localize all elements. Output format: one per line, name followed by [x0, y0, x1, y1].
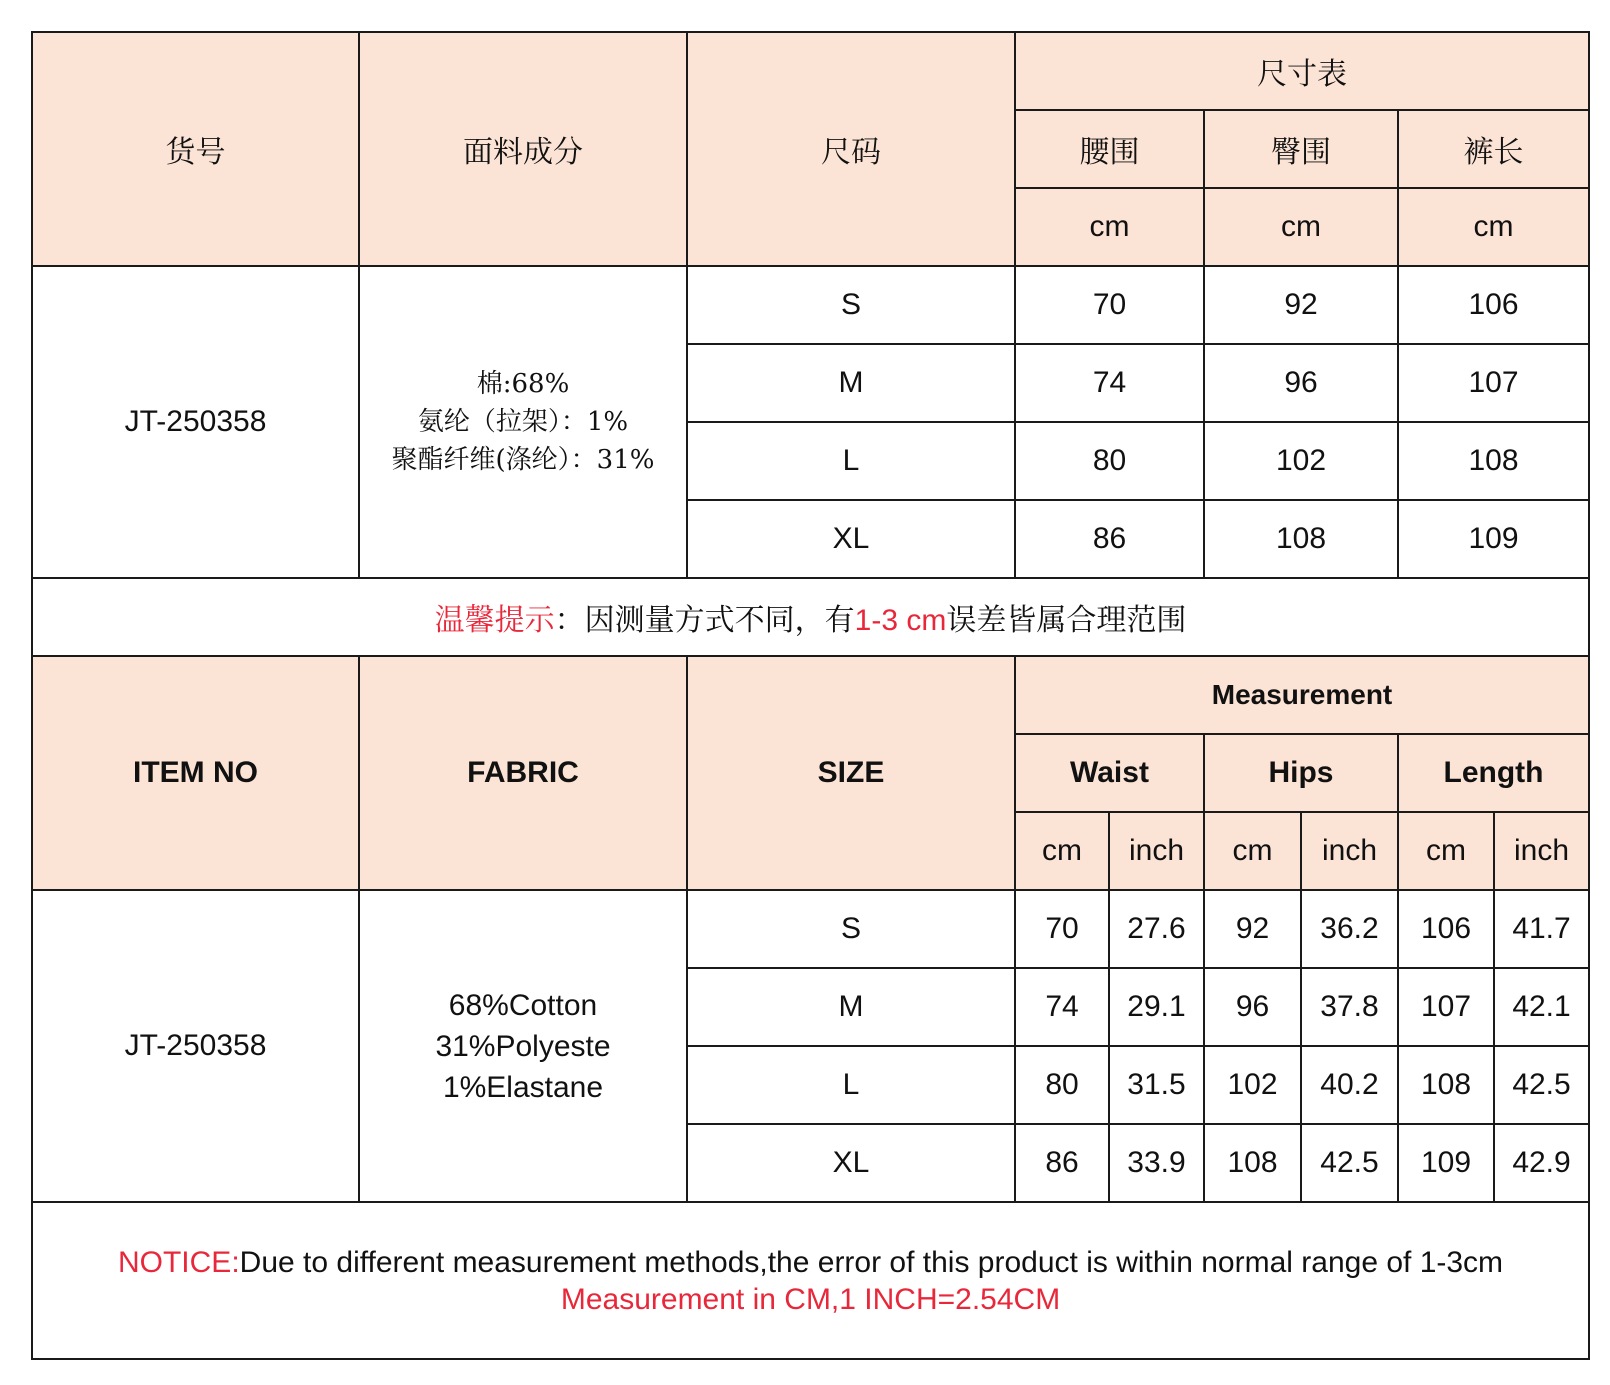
cn-waist-cell: 86 — [1015, 500, 1204, 578]
en-row-s — [32, 890, 1589, 968]
en-waist-inch-cell: 33.9 — [1109, 1124, 1204, 1202]
en-length-cm-cell: 109 — [1398, 1124, 1494, 1202]
en-unit-cm: cm — [1204, 812, 1301, 890]
cn-row-s — [32, 266, 1589, 344]
cn-header-hips: 臀围 — [1204, 110, 1398, 188]
en-hips-cm-cell: 92 — [1204, 890, 1301, 968]
en-size-cell: M — [687, 968, 1015, 1046]
en-hips-cm-cell: 102 — [1204, 1046, 1301, 1124]
notice-line — [33, 1244, 1588, 1281]
en-unit-cm: cm — [1398, 812, 1494, 890]
en-unit-inch: inch — [1494, 812, 1589, 890]
en-length-inch-cell: 42.5 — [1494, 1046, 1589, 1124]
cn-tip — [32, 578, 1589, 656]
en-waist-cm-cell: 80 — [1015, 1046, 1109, 1124]
en-hips-inch-cell: 37.8 — [1301, 968, 1398, 1046]
cn-waist-cell: 80 — [1015, 422, 1204, 500]
en-fabric-line: 68%Cotton — [448, 988, 598, 1022]
cn-item-no: JT-250358 — [32, 266, 359, 578]
cn-header-size: 尺码 — [687, 32, 1015, 266]
en-waist-cm-cell: 86 — [1015, 1124, 1109, 1202]
cn-unit-waist: cm — [1015, 188, 1204, 266]
cn-fabric-line: 氨纶（拉架）：1% — [417, 407, 629, 437]
cn-waist-cell: 70 — [1015, 266, 1204, 344]
en-header-length: Length — [1398, 734, 1589, 812]
en-waist-cm-cell: 74 — [1015, 968, 1109, 1046]
en-fabric-line: 1%Elastane — [442, 1070, 604, 1104]
en-unit-inch: inch — [1301, 812, 1398, 890]
cn-unit-hips: cm — [1204, 188, 1398, 266]
en-size-cell: L — [687, 1046, 1015, 1124]
en-unit-inch: inch — [1109, 812, 1204, 890]
cn-fabric-line: 聚酯纤维(涤纶）：31% — [391, 445, 655, 475]
cn-hips-cell: 96 — [1204, 344, 1398, 422]
en-unit-cm: cm — [1015, 812, 1109, 890]
en-length-cm-cell: 107 — [1398, 968, 1494, 1046]
en-header-waist: Waist — [1015, 734, 1204, 812]
cn-header-item-no: 货号 — [32, 32, 359, 266]
cn-hips-cell: 92 — [1204, 266, 1398, 344]
cn-header-waist: 腰围 — [1015, 110, 1204, 188]
en-length-inch-cell: 42.9 — [1494, 1124, 1589, 1202]
notice-conversion: Measurement in CM,1 INCH=2.54CM — [560, 1282, 1061, 1316]
cn-fabric-cell — [359, 266, 687, 578]
en-header-hips: Hips — [1204, 734, 1398, 812]
en-hips-inch-cell: 36.2 — [1301, 890, 1398, 968]
cn-size-cell: XL — [687, 500, 1015, 578]
cn-header-length: 裤长 — [1398, 110, 1589, 188]
cn-header-fabric: 面料成分 — [359, 32, 687, 266]
notice-cell — [32, 1202, 1589, 1359]
en-length-inch-cell: 41.7 — [1494, 890, 1589, 968]
cn-tip-text: ：因测量方式不同，有 — [554, 603, 855, 638]
en-length-inch-cell: 42.1 — [1494, 968, 1589, 1046]
en-fabric-line: 31%Polyeste — [435, 1029, 611, 1063]
en-length-cm-cell: 106 — [1398, 890, 1494, 968]
en-waist-inch-cell: 27.6 — [1109, 890, 1204, 968]
en-waist-cm-cell: 70 — [1015, 890, 1109, 968]
cn-hips-cell: 108 — [1204, 500, 1398, 578]
cn-tip-text: 误差皆属合理范围 — [946, 603, 1187, 638]
en-waist-inch-cell: 31.5 — [1109, 1046, 1204, 1124]
cn-tip-label: 温馨提示 — [434, 603, 555, 638]
en-fabric-cell — [359, 890, 687, 1202]
cn-fabric-line: 棉:68% — [476, 369, 570, 399]
en-header-item-no: ITEM NO — [32, 656, 359, 890]
cn-length-cell: 106 — [1398, 266, 1589, 344]
notice-label: NOTICE: — [117, 1245, 240, 1279]
cn-size-cell: M — [687, 344, 1015, 422]
en-size-cell: S — [687, 890, 1015, 968]
en-hips-inch-cell: 42.5 — [1301, 1124, 1398, 1202]
en-waist-inch-cell: 29.1 — [1109, 968, 1204, 1046]
cn-length-cell: 107 — [1398, 344, 1589, 422]
cn-header-size-chart: 尺寸表 — [1015, 32, 1589, 110]
cn-size-cell: S — [687, 266, 1015, 344]
en-hips-cm-cell: 108 — [1204, 1124, 1301, 1202]
en-header-fabric: FABRIC — [359, 656, 687, 890]
en-size-cell: XL — [687, 1124, 1015, 1202]
en-length-cm-cell: 108 — [1398, 1046, 1494, 1124]
cn-length-cell: 109 — [1398, 500, 1589, 578]
en-hips-cm-cell: 96 — [1204, 968, 1301, 1046]
notice-text: Due to different measurement methods,the error of this product is within normal range of 1-3cm — [239, 1245, 1504, 1279]
en-hips-inch-cell: 40.2 — [1301, 1046, 1398, 1124]
en-item-no: JT-250358 — [32, 890, 359, 1202]
cn-length-cell: 108 — [1398, 422, 1589, 500]
cn-unit-length: cm — [1398, 188, 1589, 266]
cn-hips-cell: 102 — [1204, 422, 1398, 500]
size-chart-table — [31, 31, 1590, 1360]
cn-tip-range: 1-3 cm — [854, 604, 947, 637]
en-header-measurement: Measurement — [1015, 656, 1589, 734]
en-header-size: SIZE — [687, 656, 1015, 890]
cn-size-cell: L — [687, 422, 1015, 500]
cn-waist-cell: 74 — [1015, 344, 1204, 422]
